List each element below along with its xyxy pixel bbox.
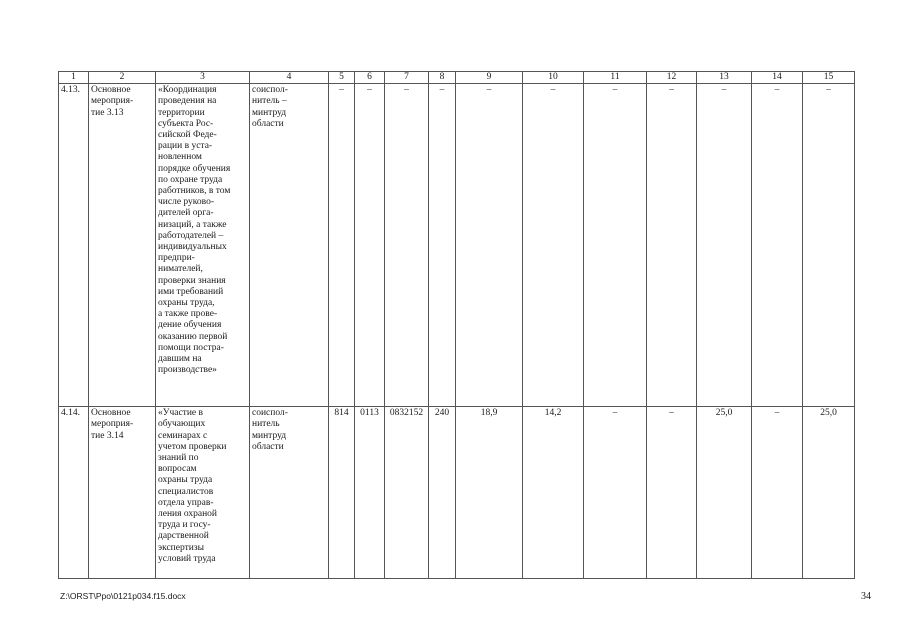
text-line: рации в уста- bbox=[158, 141, 213, 152]
text-line: вопросам bbox=[158, 464, 197, 475]
text-line: условий труда bbox=[158, 553, 216, 564]
column-header: 1 bbox=[59, 72, 89, 84]
text-line: дарственной bbox=[158, 531, 209, 542]
text-line: индивидуальных bbox=[158, 242, 227, 253]
text-line: работодателей – bbox=[158, 230, 224, 241]
text-line: нитель bbox=[252, 419, 280, 430]
text-line: минтруд bbox=[252, 107, 287, 118]
text-line: помощи постра- bbox=[158, 342, 224, 353]
text-line: Основное bbox=[91, 408, 131, 419]
value-cell: – bbox=[647, 407, 697, 579]
column-header: 3 bbox=[156, 72, 250, 84]
text-line: соиспол- bbox=[252, 85, 288, 96]
text-line: проведения на bbox=[158, 96, 217, 107]
text-line: ления охраной bbox=[158, 509, 218, 520]
value-cell: – bbox=[584, 407, 647, 579]
text-line: территории bbox=[158, 107, 205, 118]
value-cell: 25,0 bbox=[803, 407, 855, 579]
column-header: 10 bbox=[523, 72, 584, 84]
column-header: 8 bbox=[429, 72, 456, 84]
value-cell: 14,2 bbox=[523, 407, 584, 579]
value-cell: – bbox=[584, 84, 647, 407]
text-line: экспертизы bbox=[158, 542, 204, 553]
row-number: 4.13. bbox=[59, 84, 89, 407]
text-line: отдела управ- bbox=[158, 497, 214, 508]
value-cell: – bbox=[752, 84, 803, 407]
text-line: области bbox=[252, 118, 284, 129]
row-number: 4.14. bbox=[59, 407, 89, 579]
event-type-cell bbox=[89, 84, 156, 407]
text-line: Основное bbox=[91, 85, 131, 96]
value-cell: 0832152 bbox=[385, 407, 429, 579]
text-line: обучающих bbox=[158, 419, 206, 430]
text-line: соиспол- bbox=[252, 408, 288, 419]
text-line: производстве» bbox=[158, 365, 217, 376]
column-header: 9 bbox=[456, 72, 523, 84]
value-cell: 0113 bbox=[355, 407, 385, 579]
text-line: мероприя- bbox=[91, 96, 134, 107]
column-header: 11 bbox=[584, 72, 647, 84]
text-line: ими требований bbox=[158, 286, 224, 297]
column-header: 12 bbox=[647, 72, 697, 84]
value-cell: – bbox=[647, 84, 697, 407]
text-line: минтруд bbox=[252, 430, 287, 441]
text-line: низаций, а также bbox=[158, 219, 227, 230]
text-line: проверки знания bbox=[158, 275, 226, 286]
column-header: 7 bbox=[385, 72, 429, 84]
table-row bbox=[59, 84, 855, 407]
text-line: «Участие в bbox=[158, 408, 203, 419]
text-line: работников, в том bbox=[158, 186, 231, 197]
text-line: по охране труда bbox=[158, 174, 223, 185]
text-line: «Координация bbox=[158, 85, 217, 96]
value-cell: 240 bbox=[429, 407, 456, 579]
text-line: семинарах с bbox=[158, 430, 208, 441]
value-cell: – bbox=[523, 84, 584, 407]
text-line: области bbox=[252, 441, 284, 452]
event-description-cell bbox=[156, 407, 250, 579]
value-cell: 814 bbox=[329, 407, 355, 579]
text-line: порядке обучения bbox=[158, 163, 231, 174]
text-line: дение обучения bbox=[158, 320, 222, 331]
event-type-cell bbox=[89, 407, 156, 579]
executor-cell bbox=[250, 407, 329, 579]
column-header: 14 bbox=[752, 72, 803, 84]
column-header: 6 bbox=[355, 72, 385, 84]
text-line: труда и госу- bbox=[158, 520, 211, 531]
event-description-cell bbox=[156, 84, 250, 407]
value-cell: – bbox=[456, 84, 523, 407]
value-cell: – bbox=[429, 84, 456, 407]
footer-file-path: Z:\ORST\Ppo\0121p034.f15.docx bbox=[60, 591, 186, 601]
page-number: 34 bbox=[861, 591, 871, 602]
value-cell: – bbox=[385, 84, 429, 407]
program-table bbox=[58, 71, 855, 579]
text-line: учетом проверки bbox=[158, 441, 227, 452]
text-line: специалистов bbox=[158, 486, 214, 497]
text-line: предпри- bbox=[158, 253, 195, 264]
text-line: сийской Феде- bbox=[158, 130, 217, 141]
value-cell: – bbox=[697, 84, 752, 407]
value-cell: – bbox=[752, 407, 803, 579]
value-cell: – bbox=[803, 84, 855, 407]
value-cell: 18,9 bbox=[456, 407, 523, 579]
table-row bbox=[59, 407, 855, 579]
text-line: а также прове- bbox=[158, 309, 218, 320]
text-line: нитель – bbox=[252, 96, 287, 107]
text-line: мероприя- bbox=[91, 419, 134, 430]
column-header: 15 bbox=[803, 72, 855, 84]
text-line: тие 3.13 bbox=[91, 107, 124, 118]
text-line: охраны труда, bbox=[158, 298, 215, 309]
text-line: оказанию первой bbox=[158, 331, 228, 342]
value-cell: – bbox=[355, 84, 385, 407]
value-cell: 25,0 bbox=[697, 407, 752, 579]
text-line: давшим на bbox=[158, 354, 202, 365]
text-line: новленном bbox=[158, 152, 202, 163]
column-number-row bbox=[59, 72, 855, 84]
text-line: тие 3.14 bbox=[91, 430, 124, 441]
executor-cell bbox=[250, 84, 329, 407]
text-line: субъекта Рос- bbox=[158, 118, 214, 129]
value-cell: – bbox=[329, 84, 355, 407]
text-line: нимателей, bbox=[158, 264, 203, 275]
column-header: 5 bbox=[329, 72, 355, 84]
column-header: 2 bbox=[89, 72, 156, 84]
text-line: знаний по bbox=[158, 453, 199, 464]
text-line: дителей орга- bbox=[158, 208, 214, 219]
column-header: 13 bbox=[697, 72, 752, 84]
column-header: 4 bbox=[250, 72, 329, 84]
text-line: числе руково- bbox=[158, 197, 215, 208]
text-line: охраны труда bbox=[158, 475, 213, 486]
